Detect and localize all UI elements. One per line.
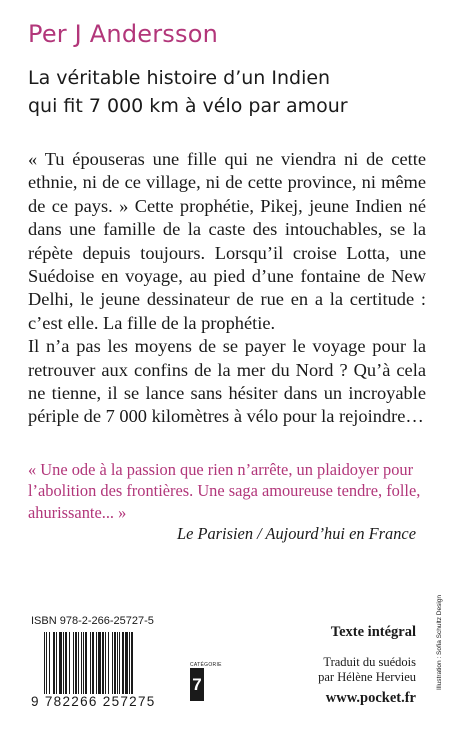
category-badge: 7: [190, 668, 204, 701]
category-label: CATÉGORIE: [190, 662, 222, 668]
review-source: Le Parisien / Aujourd’hui en France: [176, 524, 416, 543]
review-quote: « Une ode à la passion que rien n’arrête, un plaidoyer pour l’abolition des frontières. Une saga amoureuse tendre, folle, ahurissante... »: [28, 460, 421, 522]
publisher-url: www.pocket.fr: [325, 690, 416, 706]
edition-label: Texte intégral: [330, 624, 416, 640]
translator-credit: [256, 655, 416, 685]
barcode-icon: [44, 632, 162, 694]
illustration-credit: Illustration : Sofia Schultz Design: [436, 594, 443, 690]
translator-line-1: Traduit du suédois: [323, 655, 416, 669]
barcode-digits: 9 782266 257275: [31, 694, 156, 709]
translator-line-2: par Hélène Hervieu: [318, 670, 416, 684]
author-name: Per J Andersson: [28, 20, 218, 48]
back-cover-summary: [28, 148, 426, 429]
isbn-number: ISBN 978-2-266-25727-5: [31, 615, 154, 627]
subtitle-line-2: qui fit 7 000 km à vélo par amour: [28, 95, 348, 117]
book-subtitle: [28, 64, 428, 120]
subtitle-line-1: La véritable histoire d’un Indien: [28, 67, 331, 89]
summary-paragraph-2: Il n’a pas les moyens de se payer le voyage pour la retrouver aux confins de la mer du Nord ? Qu’à cela ne tienne, il se lance sans hésiter dans un incroyable périple de 7 000 kilomètres à vélo pour la rejoindre…: [28, 336, 426, 427]
summary-paragraph-1: « Tu épouseras une fille qui ne viendra ni de cette ethnie, ni de ce village, ni de cette province, ni même de ce pays. » Cette prophétie, Pikej, jeune Indien né dans une famille de la caste des intouchables, se la répète depuis toujours. Lorsqu’il croise Lotta, une Suédoise en voyage, au pied d’une fontaine de New Delhi, le jeune dessinateur de rue en a la certitude : c’est elle. La fille de la prophétie.: [28, 149, 426, 333]
